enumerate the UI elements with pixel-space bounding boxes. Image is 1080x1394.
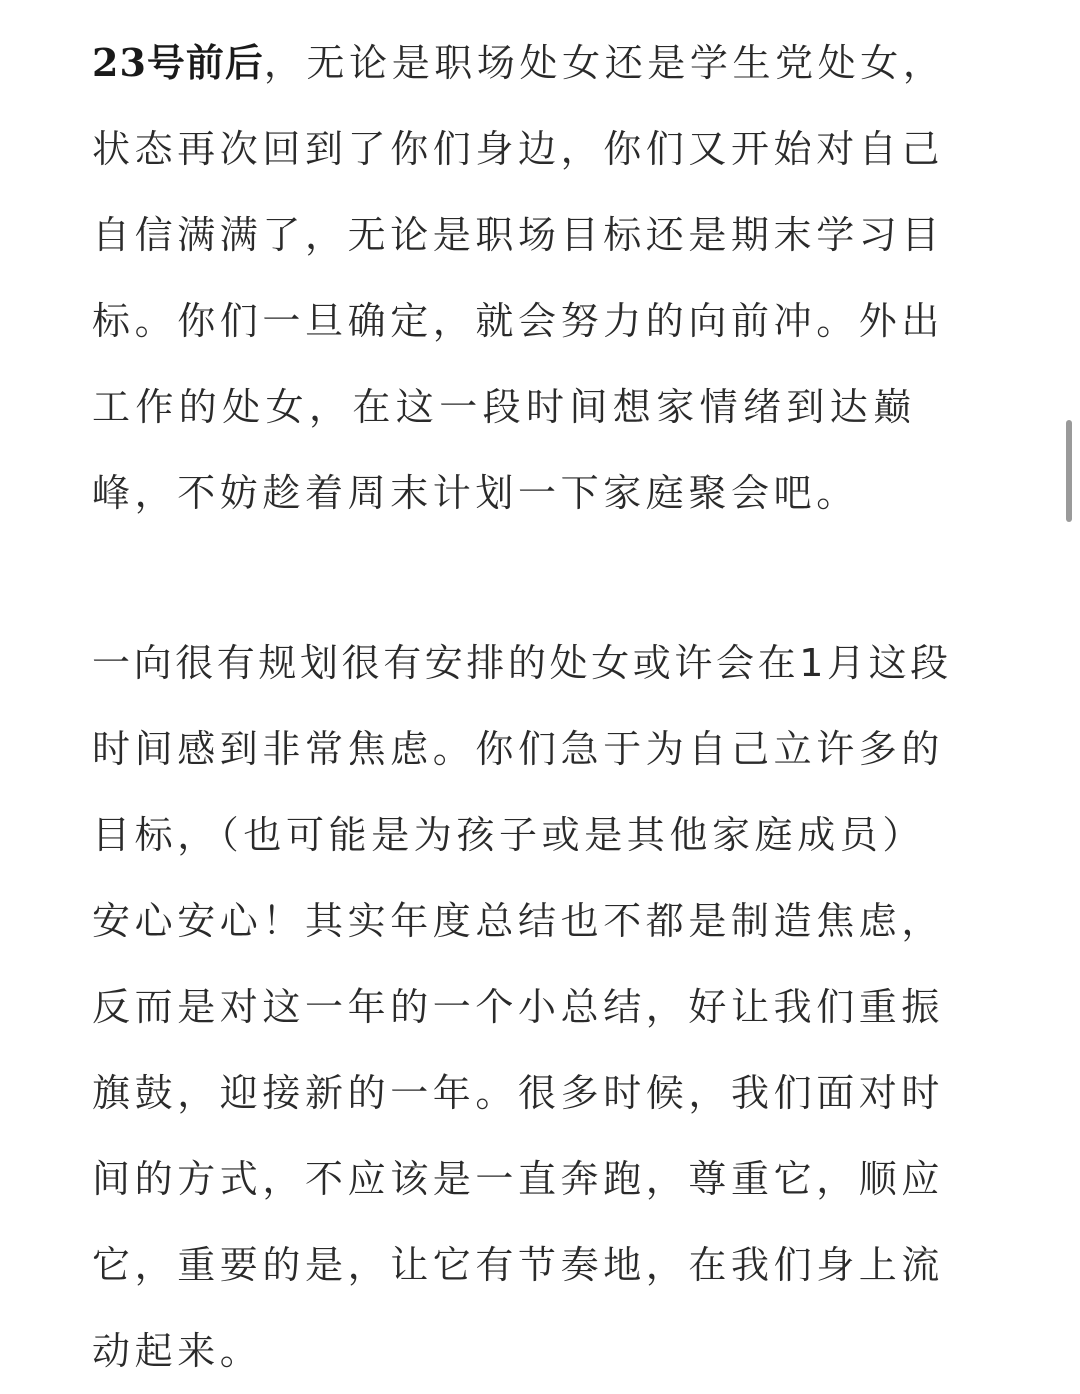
text-line: 工作的处女，在这一段时间想家情绪到达巅: [92, 385, 917, 429]
text-line: 动起来。: [92, 1329, 263, 1373]
paragraph-spacer: [92, 536, 992, 620]
text-line: 状态再次回到了你们身边，你们又开始对自己: [92, 127, 945, 171]
text-line: 间的方式，不应该是一直奔跑，尊重它，顺应: [92, 1157, 945, 1201]
text-line: 安心安心！其实年度总结也不都是制造焦虑，: [92, 899, 945, 943]
text-line-rest: ，无论是职场处女还是学生党处女，: [263, 41, 946, 85]
scrollbar-thumb[interactable]: [1066, 420, 1072, 522]
text-line: 时间感到非常焦虑。你们急于为自己立许多的: [92, 727, 945, 771]
text-line: 峰，不妨趁着周末计划一下家庭聚会吧。: [92, 471, 859, 515]
text-line: 它，重要的是，让它有节奏地，在我们身上流: [92, 1243, 945, 1287]
lead-emphasis: 23号前后: [92, 40, 264, 85]
text-line: [92, 20, 992, 106]
text-line: 反而是对这一年的一个小总结，好让我们重振: [92, 985, 945, 1029]
text-line: 标。你们一旦确定，就会努力的向前冲。外出: [92, 299, 945, 343]
article-body: [92, 20, 992, 1394]
text-line: 旗鼓，迎接新的一年。很多时候，我们面对时: [92, 1071, 945, 1115]
paragraph-2: [92, 620, 992, 1394]
text-line: 目标，（也可能是为孩子或是其他家庭成员）: [92, 813, 926, 857]
paragraph-1: [92, 20, 992, 536]
text-line: 自信满满了，无论是职场目标还是期末学习目: [92, 213, 945, 257]
text-line: 一向很有规划很有安排的处女或许会在1月这段: [92, 641, 952, 685]
